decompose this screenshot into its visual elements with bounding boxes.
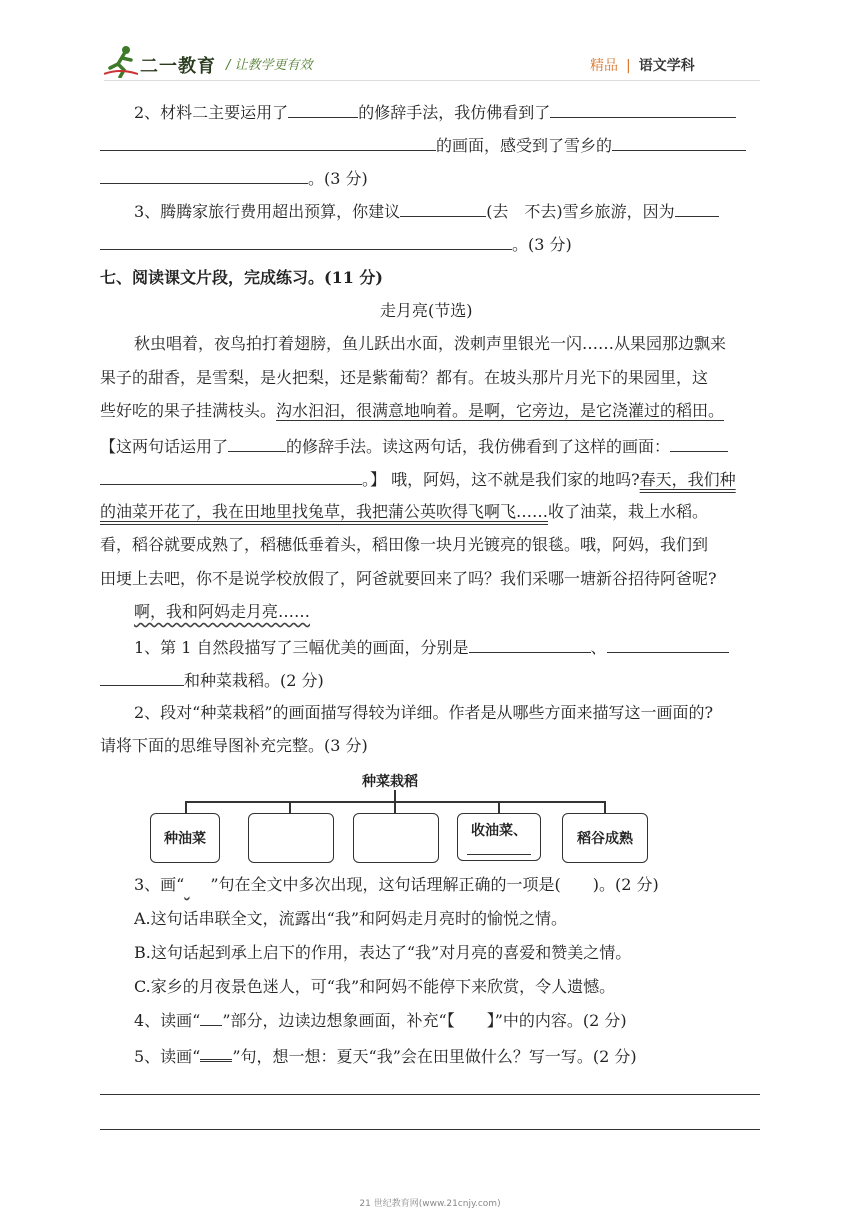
s6-q2-text-b: 的修辞手法，我仿佛看到了: [358, 103, 551, 122]
q3-text-a: 3、画“: [134, 875, 185, 894]
q3-option-b[interactable]: B.这句话起到承上启下的作用，表达了“我”对月亮的喜爱和赞美之情。: [134, 943, 632, 962]
q5-text-a: 5、读画“: [134, 1047, 201, 1066]
mind-map-node-4: [457, 813, 541, 861]
double-underline-mark: [200, 1043, 232, 1062]
section7-title: 七、阅读课文片段，完成练习。(11 分): [100, 268, 383, 287]
s6-q2-text-c: 的画面，感受到了雪乡的: [436, 136, 613, 155]
passage-text: 。】 哦，阿妈，这不就是我们家的地吗?: [362, 470, 640, 489]
slogan: / 让教学更有效: [226, 58, 313, 73]
wavy-mark: [184, 873, 210, 897]
passage-line: 秋虫唱着，夜鸟拍打着翅膀，鱼儿跃出水面，泼刺声里银光一闪……从果园那边飘来: [134, 334, 727, 353]
q1-text-a: 1、第 1 自然段描写了三幅优美的画面，分别是: [134, 638, 469, 657]
mind-map-node-3-blank[interactable]: [353, 813, 439, 863]
mind-map-node-4-label: 收油菜、: [471, 823, 527, 839]
q4-text-a: 4、读画“: [134, 1011, 201, 1030]
brand-quality: 精品: [590, 58, 618, 74]
passage-title: 走月亮(节选): [380, 301, 473, 320]
mind-map-node-2-blank[interactable]: [248, 813, 334, 863]
passage-line: 果子的甜香，是雪梨，是火把梨，还是紫葡萄？都有。在坡头那片月光下的果园里，这: [100, 368, 709, 387]
mind-map-node-5: 稻谷成熟: [562, 813, 648, 863]
passage-line: 看，稻谷就要成熟了，稻穗低垂着头，稻田像一块月光镀亮的银毯。哦，阿妈，我们到: [100, 535, 709, 554]
q3-line: [134, 873, 659, 897]
q3-text-b: ”句在全文中多次出现，这句话理解正确的一项是( )。(2 分): [210, 875, 659, 894]
q5-line: [134, 1043, 637, 1069]
underline-mark: [200, 1009, 222, 1026]
brand-separator: |: [626, 58, 631, 74]
q1-text-c: 和种菜栽稻。(2 分): [184, 671, 324, 690]
q4-line: [134, 1009, 627, 1033]
s6-q3-text-c: 。(3 分): [512, 235, 572, 254]
q4-text-b: ”部分，边读边想象画面，补充“【 】”中的内容。(2 分): [222, 1011, 627, 1030]
wavy-underlined-sentence: 啊，我和阿妈走月亮……: [134, 602, 311, 621]
logo-text: 二一教育: [140, 56, 216, 77]
passage-line: 田埂上去吧，你不是说学校放假了，阿爸就要回来了吗？我们采哪一塘新谷招待阿爸呢?: [100, 569, 717, 588]
passage-text: 收了油菜，栽上水稻。: [548, 502, 709, 521]
s6-q2-text-a: 2、材料二主要运用了: [134, 103, 289, 122]
answer-blank[interactable]: [467, 854, 531, 855]
s6-q3-text-a: 3、腾腾家旅行费用超出预算，你建议: [134, 202, 401, 221]
q3-option-c[interactable]: C.家乡的月夜景色迷人，可“我”和阿妈不能停下来欣赏，令人遗憾。: [134, 977, 616, 996]
q2-line1: 2、段对“种菜栽稻”的画面描写得较为详细。作者是从哪些方面来描写这一画面的?: [134, 703, 714, 722]
q3-option-a[interactable]: A.这句话串联全文，流露出“我”和阿妈走月亮时的愉悦之情。: [134, 909, 568, 928]
s6-q2-text-d: 。(3 分): [308, 169, 368, 188]
page-footer: 21 世纪教育网(www.21cnjy.com): [359, 1199, 501, 1209]
mind-map-root: 种菜栽稻: [362, 774, 418, 790]
q1-text-b: 、: [590, 638, 607, 657]
brand-subject: 语文学科: [638, 58, 695, 74]
passage-text: 的修辞手法。读这两句话，我仿佛看到了这样的画面：: [286, 437, 671, 456]
s6-q3-text-b: (去 不去)雪乡旅游，因为: [486, 202, 675, 221]
passage-text: 【这两句话运用了: [100, 437, 229, 456]
answer-line[interactable]: [100, 1129, 760, 1130]
double-underlined-text: 的油菜开花了，我在田地里找兔草，我把蒲公英吹得飞啊飞……: [100, 502, 549, 521]
q2-line2: 请将下面的思维导图补充完整。(3 分): [100, 736, 368, 755]
passage-text: 些好吃的果子挂满枝头。: [100, 401, 277, 420]
q5-text-b: ”句，想一想：夏天“我”会在田里做什么？写一写。(2 分): [232, 1047, 637, 1066]
underlined-sentence: 沟水汩汩，很满意地响着。是啊，它旁边，是它浇灌过的稻田。: [276, 401, 725, 420]
double-underlined-text: 春天，我们种: [639, 470, 736, 489]
answer-line[interactable]: [100, 1094, 760, 1095]
mind-map-node-1: 种油菜: [150, 813, 220, 863]
